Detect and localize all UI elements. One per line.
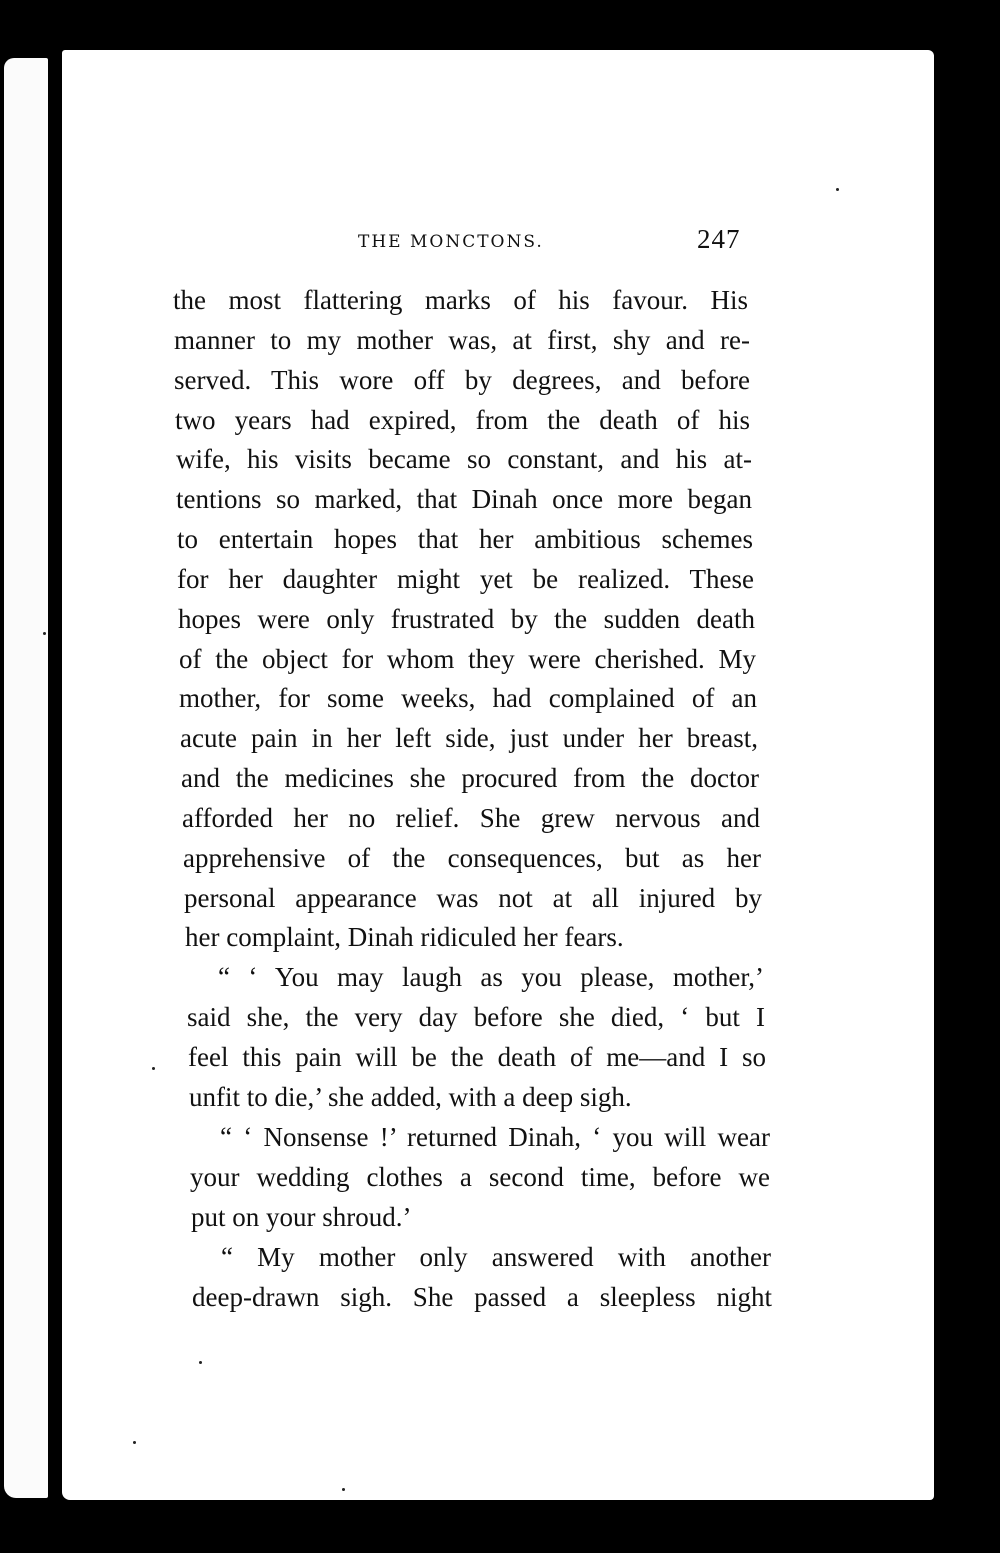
running-head	[0, 224, 1000, 260]
text-line: acute pain in her left side, just under her breast,	[180, 723, 758, 753]
text-line: your wedding clothes a second time, before we	[190, 1162, 770, 1192]
text-line: wife, his visits became so constant, and his at-	[176, 444, 752, 474]
text-line: “ ‘ You may laugh as you please, mother,’	[218, 962, 764, 992]
text-line: manner to my mother was, at first, shy and re-	[174, 325, 750, 355]
text-line: apprehensive of the consequences, but as her	[183, 843, 761, 873]
text-line: hopes were only frustrated by the sudden death	[178, 604, 755, 634]
text-line: feel this pain will be the death of me—and I so	[188, 1042, 766, 1072]
paper-speck	[133, 1441, 136, 1444]
text-line: two years had expired, from the death of his	[175, 405, 750, 435]
text-line-last: her complaint, Dinah ridiculed her fears.	[185, 922, 624, 952]
text-line: the most flattering marks of his favour. His	[173, 285, 748, 315]
paper-speck	[342, 1488, 345, 1491]
text-line: and the medicines she procured from the doctor	[181, 763, 759, 793]
text-line: tentions so marked, that Dinah once more began	[176, 484, 752, 514]
text-line: served. This wore off by degrees, and before	[174, 365, 750, 395]
paper-speck	[152, 1067, 155, 1070]
text-line: afforded her no relief. She grew nervous and	[182, 803, 760, 833]
text-line: personal appearance was not at all injured by	[184, 883, 762, 913]
paper-speck	[43, 632, 46, 635]
text-line: “ My mother only answered with another	[221, 1242, 771, 1272]
paper-speck	[836, 188, 839, 191]
text-line: of the object for whom they were cherished. My	[179, 644, 756, 674]
text-line-last: unfit to die,’ she added, with a deep sigh.	[189, 1082, 632, 1112]
text-line: said she, the very day before she died, ‘ but I	[187, 1002, 765, 1032]
text-line: to entertain hopes that her ambitious schemes	[177, 524, 753, 554]
text-line: deep-drawn sigh. She passed a sleepless night	[192, 1282, 772, 1312]
text-line: for her daughter might yet be realized. These	[177, 564, 754, 594]
paper-speck	[199, 1361, 202, 1364]
text-line: mother, for some weeks, had complained of an	[179, 683, 757, 713]
text-line: “ ‘ Nonsense !’ returned Dinah, ‘ you will wear	[220, 1122, 770, 1152]
running-title: THE MONCTONS.	[358, 232, 544, 252]
page-number: 247	[697, 224, 741, 254]
page-edge-strip	[4, 58, 48, 1498]
text-line-last: put on your shroud.’	[191, 1202, 412, 1232]
